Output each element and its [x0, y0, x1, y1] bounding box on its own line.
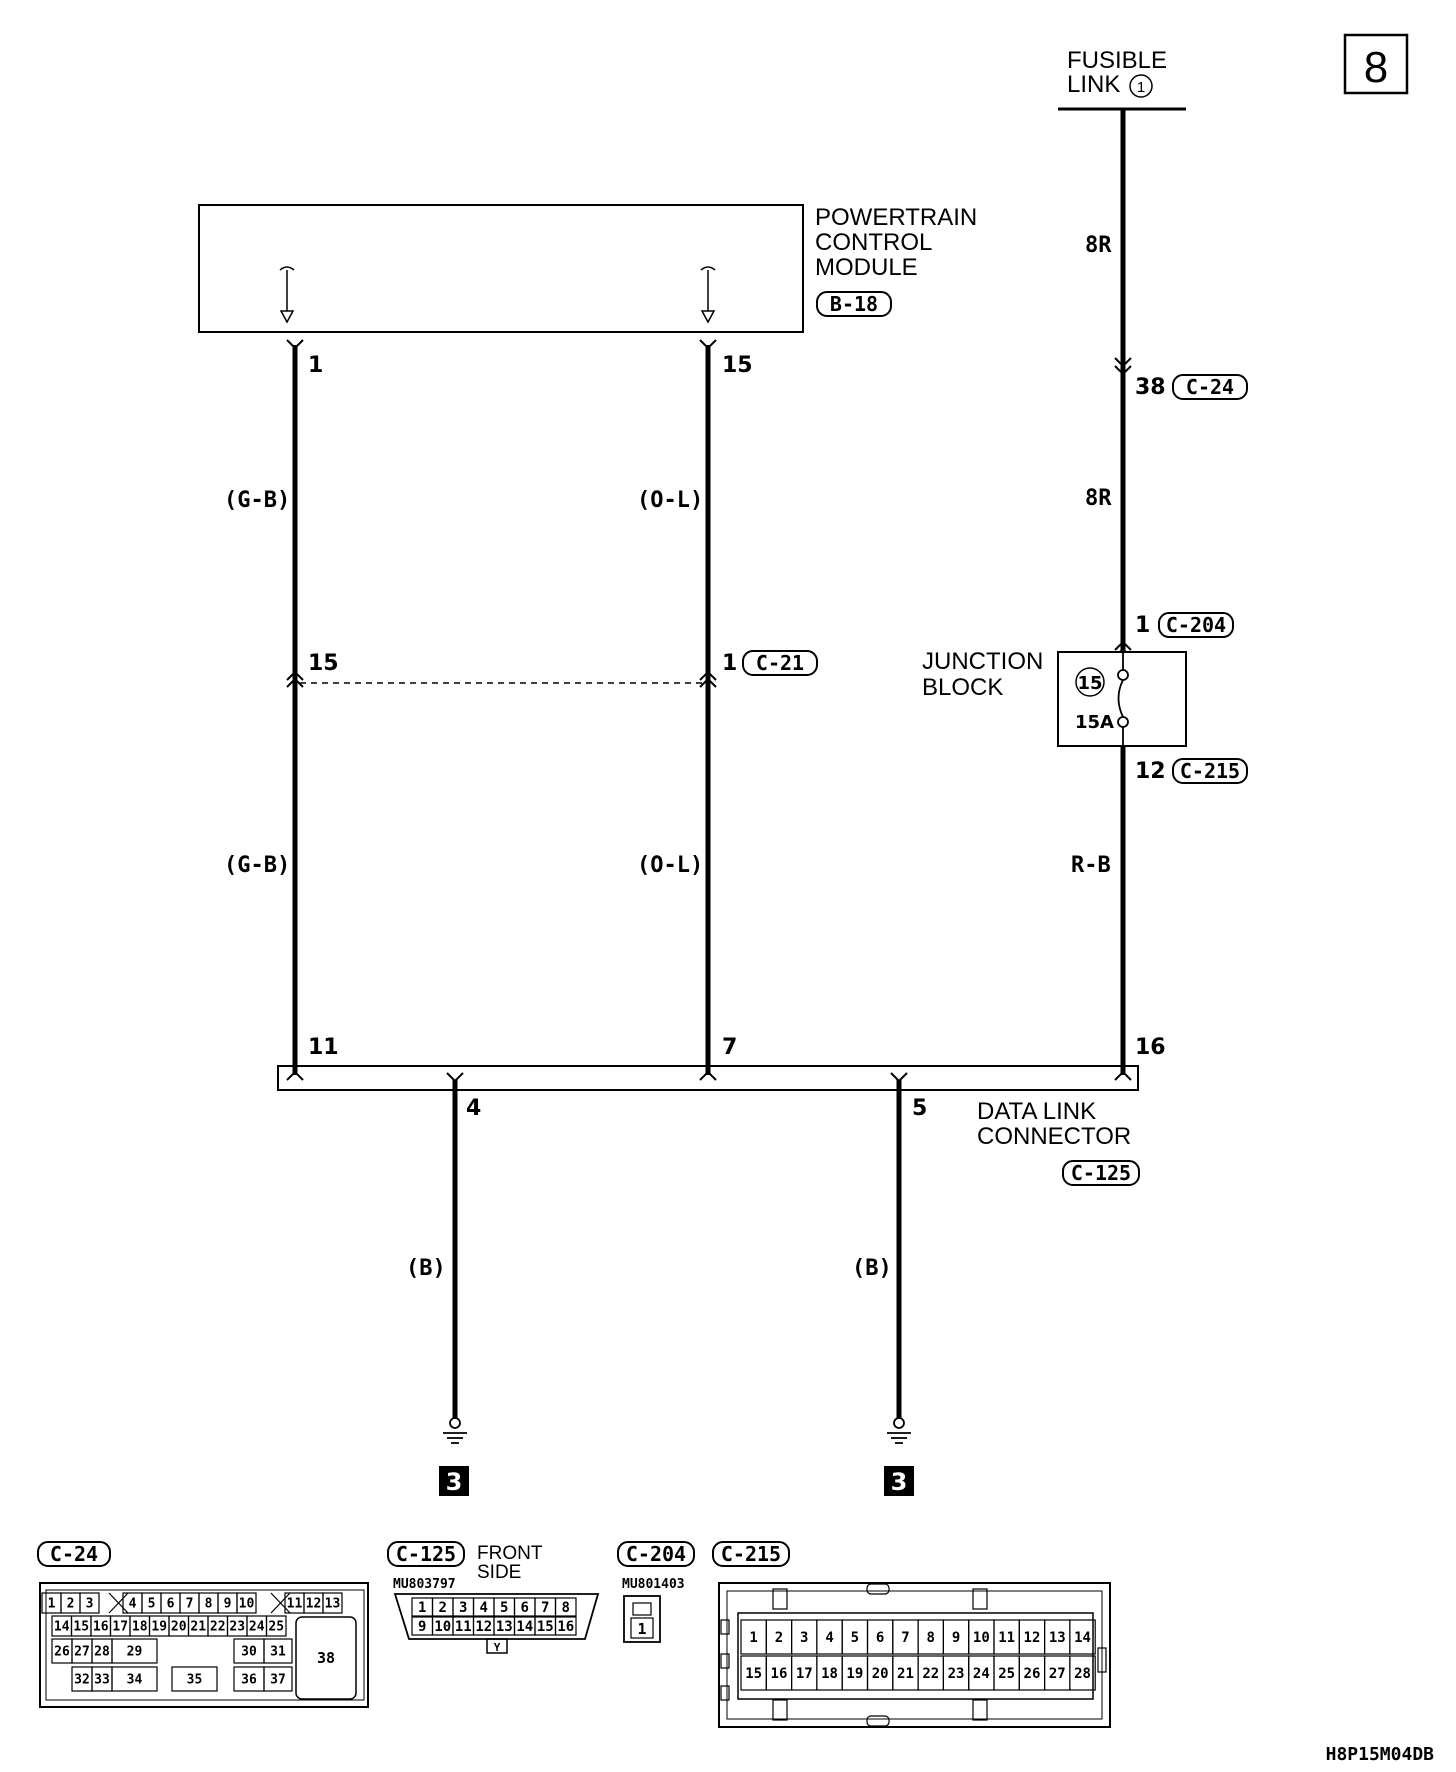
c215-cell-26: 26 — [1023, 1666, 1041, 1683]
c125-part-no: MU803797 — [393, 1577, 456, 1592]
c24-cell-26: 26 — [54, 1644, 70, 1660]
c215-cell-23: 23 — [947, 1666, 965, 1683]
fuse-rating: 15A — [1075, 712, 1114, 733]
c215-cell-10: 10 — [972, 1630, 990, 1647]
c24-cell-35: 35 — [186, 1672, 203, 1688]
wire-color-o-l-lower: (O-L) — [637, 853, 704, 878]
c24-cell-14: 14 — [53, 1619, 70, 1635]
c24-cell-10: 10 — [238, 1596, 255, 1612]
c24-cell-19: 19 — [151, 1619, 168, 1635]
c24-cell-1: 1 — [47, 1596, 56, 1612]
c204-label: C-204 — [1165, 613, 1227, 637]
wire-color-r-b: R-B — [1071, 853, 1111, 878]
connector-view-c125 — [388, 1542, 598, 1654]
c125-cell-10: 10 — [434, 1619, 452, 1636]
c215-cell-17: 17 — [795, 1666, 813, 1683]
c125-cell-13: 13 — [495, 1619, 513, 1636]
c24-cell-31: 31 — [270, 1644, 286, 1660]
page-number: 8 — [1363, 43, 1389, 92]
data-link-connector — [278, 1035, 1166, 1185]
c215-cell-13: 13 — [1048, 1630, 1066, 1647]
ground-symbol-right — [887, 1418, 911, 1443]
c21-label: C-21 — [755, 651, 805, 675]
c24-cell-22: 22 — [209, 1619, 226, 1635]
wire-color-g-b-lower: (G-B) — [224, 853, 291, 878]
connector-view-c204 — [618, 1542, 694, 1642]
ground-ref-left-number: 3 — [445, 1468, 463, 1496]
junction-block — [922, 648, 1186, 746]
connector-view-c215 — [713, 1542, 1110, 1727]
ground-ref-right-number: 3 — [890, 1468, 908, 1496]
c24-cell-25: 25 — [268, 1619, 285, 1635]
c125-cell-12: 12 — [475, 1619, 493, 1636]
c215-cell-28: 28 — [1074, 1666, 1091, 1683]
dlc-pin-7: 7 — [722, 1035, 738, 1060]
c125-cell-11: 11 — [454, 1619, 472, 1636]
c24-cell-17: 17 — [112, 1619, 129, 1635]
c24-cell-18: 18 — [131, 1619, 148, 1635]
c125-note-1: FRONT — [477, 1543, 543, 1564]
dlc-pin-5: 5 — [912, 1096, 928, 1121]
fusible-link-number: 1 — [1136, 79, 1146, 96]
c24-cell-23: 23 — [229, 1619, 246, 1635]
c24-cell-11: 11 — [286, 1596, 303, 1612]
c204-view-title: C-204 — [625, 1542, 687, 1566]
c204-pin-1: 1 — [1135, 613, 1151, 638]
c125-cell-5: 5 — [500, 1600, 509, 1617]
c215-cell-12: 12 — [1023, 1630, 1041, 1647]
connector-view-c24 — [38, 1542, 368, 1707]
c24-label: C-24 — [1185, 375, 1235, 399]
wire-color-g-b-upper: (G-B) — [224, 488, 291, 513]
junction-block-label-1: JUNCTION — [922, 648, 1044, 675]
pcm-pin-15: 15 — [722, 353, 753, 378]
c24-cell-38: 38 — [316, 1649, 336, 1667]
c215-cell-27: 27 — [1048, 1666, 1066, 1683]
c125-note-2: SIDE — [477, 1562, 522, 1583]
wire-color-b-right: (B) — [852, 1256, 892, 1281]
c24-cell-29: 29 — [126, 1644, 143, 1660]
c125-key: Y — [493, 1641, 501, 1654]
c24-cell-5: 5 — [147, 1596, 156, 1612]
pcm-label-2: CONTROL — [815, 229, 933, 256]
wire-color-8r-lower: 8R — [1085, 486, 1112, 511]
c215-cell-9: 9 — [951, 1630, 961, 1647]
c24-cell-21: 21 — [190, 1619, 207, 1635]
c215-cell-15: 15 — [745, 1666, 763, 1683]
junction-block-label-2: BLOCK — [922, 674, 1004, 701]
c24-cell-20: 20 — [170, 1619, 187, 1635]
c125-cell-16: 16 — [557, 1619, 575, 1636]
c24-cell-33: 33 — [94, 1672, 110, 1688]
c125-cell-3: 3 — [459, 1600, 468, 1617]
fusible-link-label-1: FUSIBLE — [1067, 47, 1168, 74]
c215-cell-2: 2 — [774, 1630, 784, 1647]
c215-pin-12: 12 — [1135, 759, 1166, 784]
c24-cell-2: 2 — [66, 1596, 75, 1612]
wires — [295, 110, 1123, 1418]
dlc-pin-16: 16 — [1135, 1035, 1166, 1060]
c24-cell-9: 9 — [223, 1596, 232, 1612]
ground-ref-right — [884, 1466, 914, 1496]
c24-cell-30: 30 — [241, 1644, 257, 1660]
c215-cell-14: 14 — [1074, 1630, 1091, 1647]
c215-cell-11: 11 — [998, 1630, 1016, 1647]
c125-cell-grid — [412, 1598, 576, 1635]
dlc-pin-11: 11 — [308, 1035, 339, 1060]
c24-cell-37: 37 — [270, 1672, 286, 1688]
dlc-pin-4: 4 — [466, 1096, 482, 1121]
c215-cell-1: 1 — [749, 1630, 758, 1647]
c24-cell-12: 12 — [305, 1596, 322, 1612]
wire-color-b-left: (B) — [406, 1256, 446, 1281]
wire-color-8r-upper: 8R — [1085, 233, 1112, 258]
ground-ref-left — [439, 1466, 469, 1496]
c215-cell-21: 21 — [897, 1666, 914, 1683]
pcm-label-1: POWERTRAIN — [815, 204, 978, 231]
c215-cell-grid — [741, 1620, 1095, 1690]
c125-cell-14: 14 — [516, 1619, 534, 1636]
c125-cell-2: 2 — [438, 1600, 447, 1617]
c24-cell-7: 7 — [185, 1596, 194, 1612]
c125-view-title: C-125 — [395, 1542, 457, 1566]
c24-cell-32: 32 — [74, 1672, 90, 1688]
c215-cell-5: 5 — [850, 1630, 860, 1647]
dlc-label-1: DATA LINK — [977, 1098, 1097, 1125]
c24-cell-grid — [42, 1593, 342, 1691]
c21-pin-1: 1 — [722, 651, 738, 676]
c215-cell-16: 16 — [770, 1666, 788, 1683]
pcm-internal-signal-right — [701, 267, 715, 322]
c215-cell-8: 8 — [926, 1630, 935, 1647]
page-number-box — [1345, 35, 1407, 93]
c125-cell-6: 6 — [520, 1600, 529, 1617]
c125-cell-15: 15 — [536, 1619, 554, 1636]
c24-cell-4: 4 — [128, 1596, 137, 1612]
c24-blank-cell — [109, 1593, 128, 1613]
c215-cell-18: 18 — [821, 1666, 838, 1683]
c215-label: C-215 — [1179, 759, 1241, 783]
powertrain-control-module — [199, 204, 977, 332]
c215-cell-19: 19 — [846, 1666, 864, 1683]
c125-cell-7: 7 — [541, 1600, 550, 1617]
ground-symbol-left — [443, 1418, 467, 1443]
c24-cell-27: 27 — [74, 1644, 90, 1660]
c24-cell-8: 8 — [204, 1596, 213, 1612]
wire-color-o-l-upper: (O-L) — [637, 488, 704, 513]
c24-cell-13: 13 — [324, 1596, 341, 1612]
c204-part-no: MU801403 — [622, 1577, 685, 1592]
c125-cell-8: 8 — [561, 1600, 570, 1617]
c24-cell-28: 28 — [94, 1644, 110, 1660]
c125-cell-4: 4 — [479, 1600, 488, 1617]
c125-cell-9: 9 — [418, 1619, 427, 1636]
c24-cell-36: 36 — [241, 1672, 257, 1688]
c215-cell-20: 20 — [871, 1666, 889, 1683]
c24-view-title: C-24 — [49, 1542, 99, 1566]
dlc-connector: C-125 — [1070, 1161, 1132, 1185]
c24-cell-3: 3 — [85, 1596, 94, 1612]
c125-cell-1: 1 — [418, 1600, 427, 1617]
pcm-connector: B-18 — [829, 292, 879, 316]
fusible-link — [1058, 47, 1186, 109]
c21-pin-15: 15 — [308, 651, 339, 676]
dlc-label-2: CONNECTOR — [977, 1123, 1132, 1150]
c215-cell-24: 24 — [972, 1666, 990, 1683]
pcm-label-3: MODULE — [815, 254, 918, 281]
c215-cell-7: 7 — [901, 1630, 910, 1647]
c24-cell-6: 6 — [166, 1596, 175, 1612]
c215-view-title: C-215 — [720, 1542, 782, 1566]
c215-cell-6: 6 — [875, 1630, 885, 1647]
fusible-link-label-2: LINK — [1067, 71, 1121, 98]
c24-cell-34: 34 — [126, 1672, 143, 1688]
pcm-internal-signal-left — [280, 267, 294, 322]
figure-code: H8P15M04DB — [1325, 1744, 1434, 1765]
c24-cell-15: 15 — [73, 1619, 90, 1635]
fuse-number: 15 — [1077, 673, 1103, 694]
c215-cell-25: 25 — [998, 1666, 1016, 1683]
c215-cell-4: 4 — [825, 1630, 834, 1647]
c215-cell-22: 22 — [922, 1666, 940, 1683]
c204-pin: 1 — [637, 1620, 647, 1638]
pcm-pin-1: 1 — [308, 353, 324, 378]
c24-pin-38: 38 — [1135, 375, 1166, 400]
c24-cell-24: 24 — [248, 1619, 265, 1635]
c24-cell-16: 16 — [92, 1619, 109, 1635]
c215-cell-3: 3 — [800, 1630, 809, 1647]
